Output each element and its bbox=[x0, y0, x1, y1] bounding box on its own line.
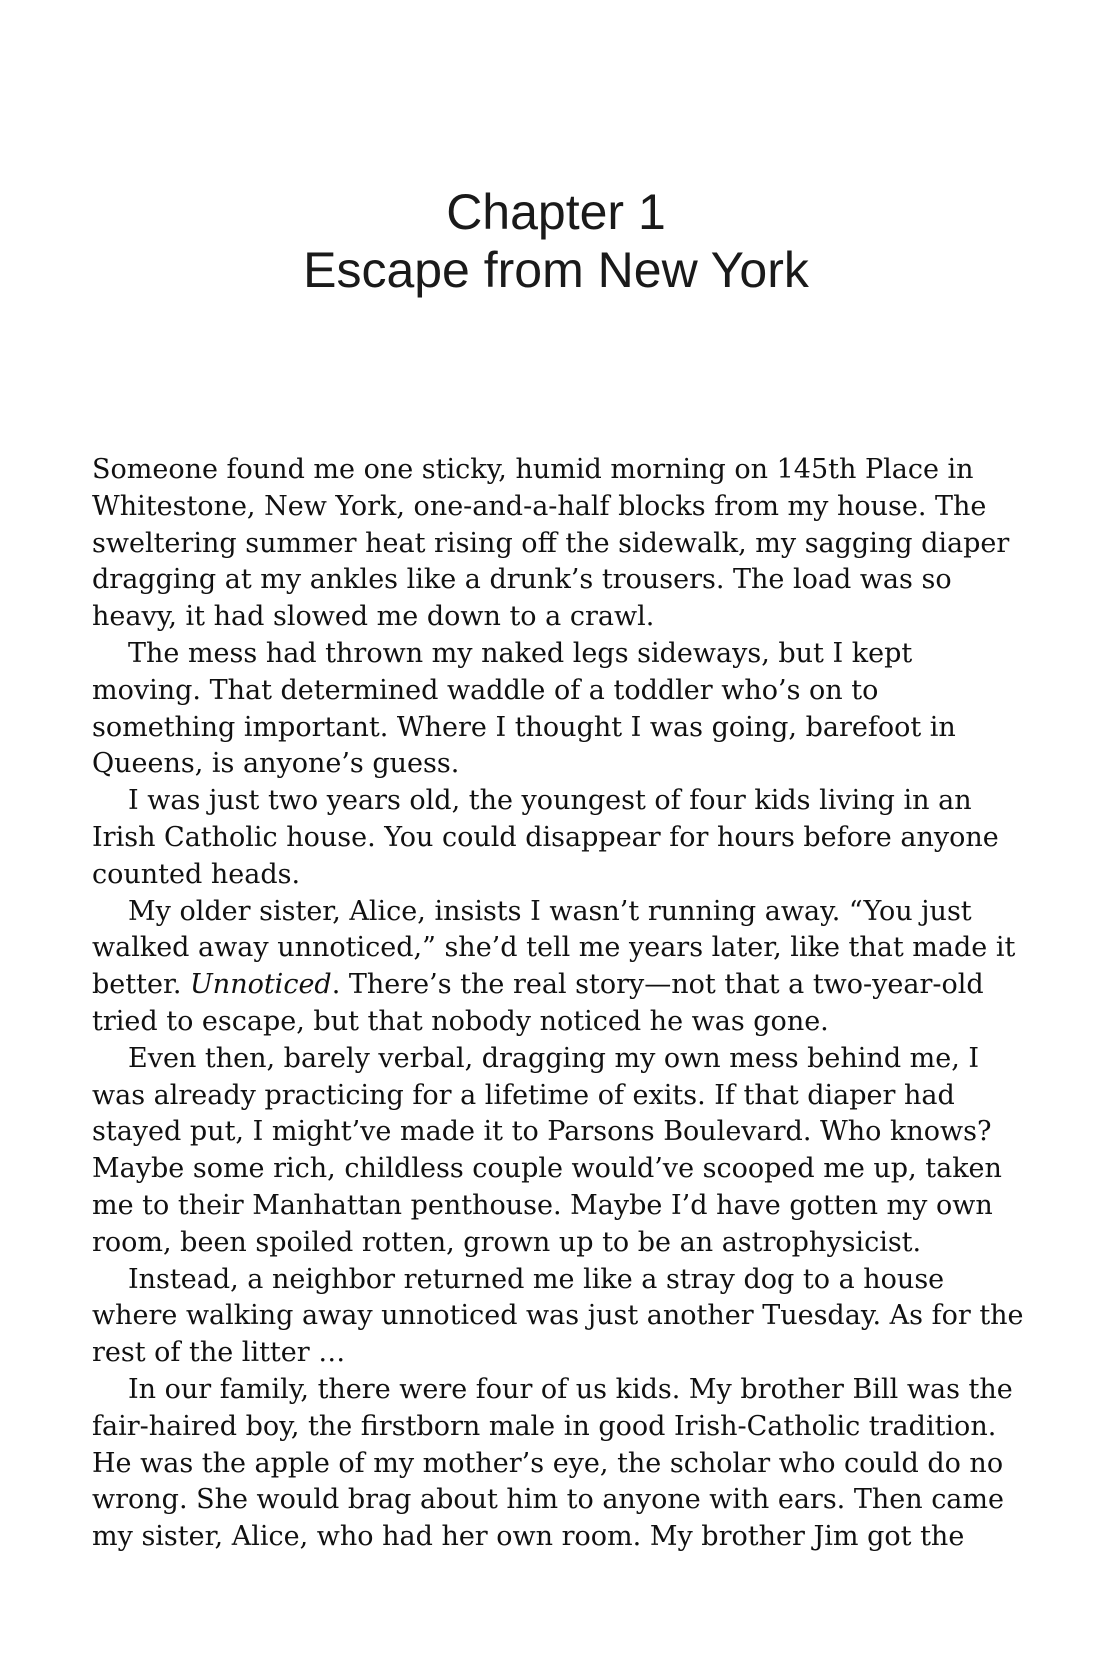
chapter-title: Escape from New York bbox=[303, 242, 809, 298]
paragraph-6: Instead, a neighbor returned me like a stray dog to a house where walking away unnoticed was just another Tuesday. As for the rest of the litter … bbox=[92, 1263, 1024, 1369]
chapter-heading bbox=[0, 183, 1112, 299]
paragraph-1: Someone found me one sticky, humid morning on 145th Place in Whitestone, New York, one-and-a-half blocks from my house. The sweltering summer heat rising off the sidewalk, my sagging diaper dragging at my ankles like a drunk’s trousers. The load was so heavy, it had slowed me down to a crawl. bbox=[92, 454, 1010, 633]
paragraph-4-text-a: My older sister, Alice, insists I wasn’t running away. “You just walked away unnoticed,” she’d tell me years later, like that made it better. bbox=[92, 895, 1016, 1001]
paragraph-4-text-b: . There’s the real story—not that a two-year-old tried to escape, but that nobody noticed he was gone. bbox=[92, 969, 984, 1037]
chapter-body bbox=[92, 452, 1027, 1556]
chapter-number: Chapter 1 bbox=[446, 184, 666, 240]
paragraph-4 bbox=[92, 894, 1027, 1041]
paragraph-4-emphasis: Unnoticed bbox=[190, 969, 332, 1001]
paragraph-2: The mess had thrown my naked legs sideways, but I kept moving. That determined waddle of a toddler who’s on to something important. Where I thought I was going, barefoot in Queens, is anyone’s guess. bbox=[92, 637, 956, 780]
paragraph-3: I was just two years old, the youngest of four kids living in an Irish Catholic house. You could disappear for hours before anyone counted heads. bbox=[92, 785, 999, 890]
paragraph-7: In our family, there were four of us kids. My brother Bill was the fair-haired boy, the firstborn male in good Irish-Catholic tradition. He was the apple of my mother’s eye, the scholar who could do no wrong. She would brag about him to anyone with ears. Then came my sister, Alice, who had her own room. My brother Jim got the bbox=[92, 1373, 1013, 1553]
paragraph-5: Even then, barely verbal, dragging my own mess behind me, I was already practicing for a lifetime of exits. If that diaper had stayed put, I might’ve made it to Parsons Boulevard. Who knows? Maybe some rich, childless couple would’ve scooped me up, taken me to their Manhattan penthouse. Maybe I’d have gotten my own room, been spoiled rotten, grown up to be an astrophysicist. bbox=[92, 1042, 1002, 1258]
